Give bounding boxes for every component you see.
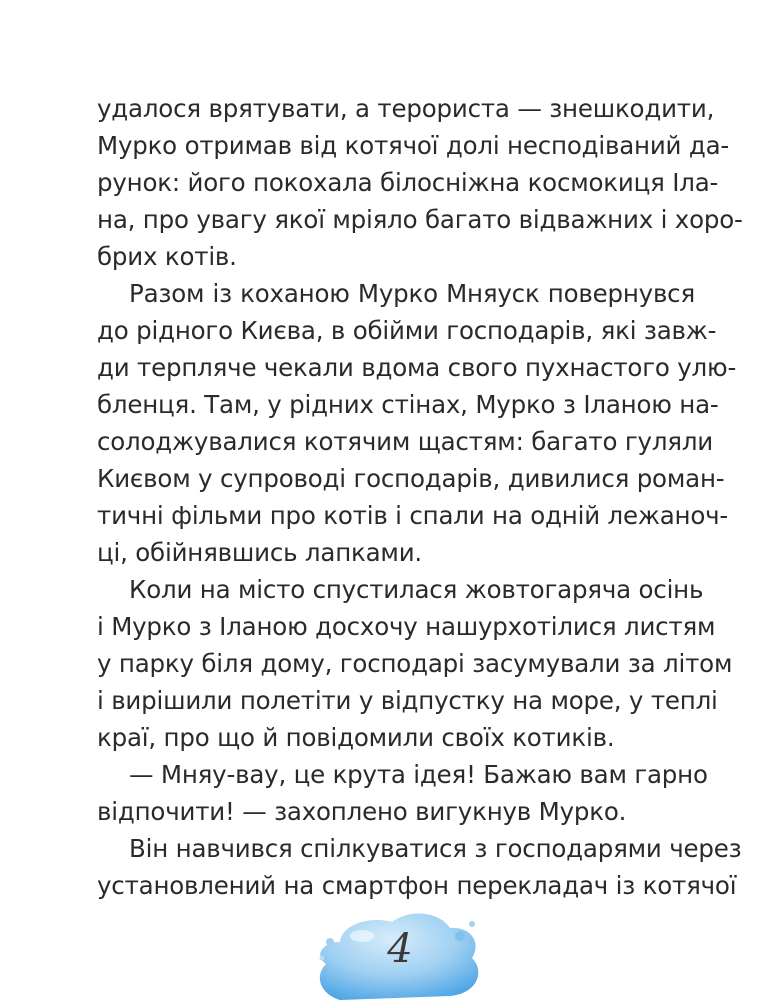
text-line: ди терпляче чекали вдома свого пухнастого улю- [97, 353, 737, 382]
text-line: відпочити! — захоплено вигукнув Мурко. [97, 797, 627, 826]
text-line: Києвом у супроводі господарів, дивилися роман- [97, 464, 725, 493]
text-line: бленця. Там, у рідних стінах, Мурко з Іланою на- [97, 390, 719, 419]
text-line: на, про увагу якої мріяло багато відважних і хоро- [97, 205, 743, 234]
text-line: Коли на місто спустилася жовтогаряча осінь [129, 575, 704, 604]
text-line: ці, обійнявшись лапками. [97, 538, 423, 567]
text-line: солоджувалися котячим щастям: багато гуляли [97, 427, 714, 456]
text-line: Мурко отримав від котячої долі несподіваний да- [97, 131, 730, 160]
text-line: рунок: його покохала білосніжна космокиця Іла- [97, 168, 719, 197]
text-line: брих котів. [97, 242, 237, 271]
text-line: тичні фільми про котів і спали на одній лежаноч- [97, 501, 729, 530]
text-line: удалося врятувати, а терориста — знешкодити, [97, 94, 715, 123]
text-line: Разом із коханою Мурко Мняуск повернувся [129, 279, 695, 308]
text-line: Він навчився спілкуватися з господарями через [129, 834, 742, 863]
page-number-badge [300, 902, 500, 1000]
text-line: і Мурко з Іланою досхочу нашурхотілися листям [97, 612, 716, 641]
text-line: установлений на смартфон перекладач із котячої [97, 871, 737, 900]
page-number: 4 [387, 926, 413, 972]
text-line: — Мняу-вау, це крута ідея! Бажаю вам гарно [129, 760, 708, 789]
text-line: до рідного Києва, в обійми господарів, які завж- [97, 316, 717, 345]
body-text [97, 90, 743, 904]
text-line: і вирішили полетіти у відпустку на море, у теплі [97, 686, 718, 715]
text-line: краї, про що й повідомили своїх котиків. [97, 723, 615, 752]
text-line: у парку біля дому, господарі засумували за літом [97, 649, 733, 678]
